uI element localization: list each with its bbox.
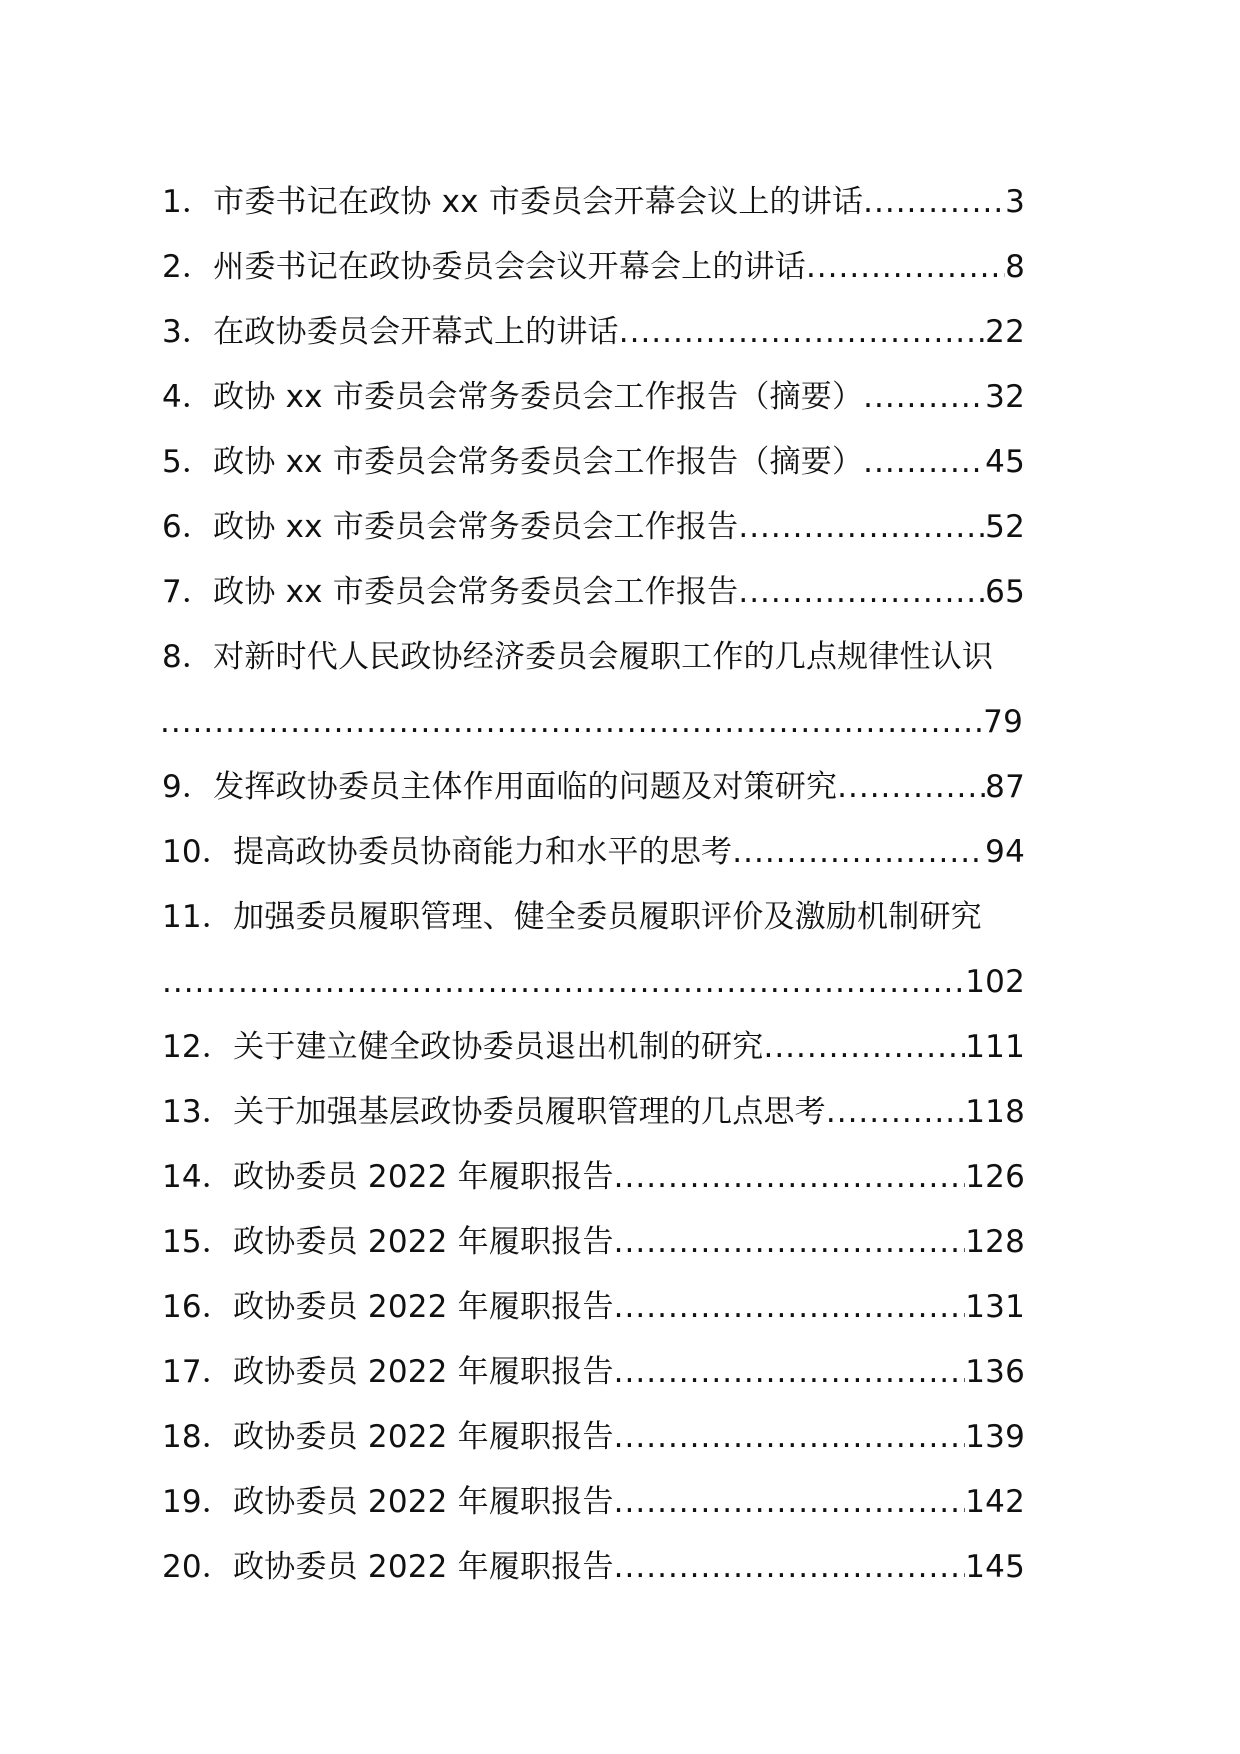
table-of-contents xyxy=(162,170,1027,1600)
toc-page-number: 87 xyxy=(985,769,1025,805)
toc-entry-title: 政协 xx 市委员会常务委员会工作报告（摘要） xyxy=(213,444,864,480)
toc-leader-dots xyxy=(614,1535,966,1600)
toc-entry-number: 11 xyxy=(162,899,202,935)
toc-separator: ． xyxy=(181,509,214,545)
toc-entry-11[interactable] xyxy=(162,885,1027,950)
toc-leader-dots xyxy=(614,1275,966,1340)
toc-leader-dots xyxy=(763,1015,965,1080)
toc-separator: ． xyxy=(181,249,214,285)
toc-entry-13[interactable] xyxy=(162,1080,1025,1145)
toc-entry-number: 3 xyxy=(162,314,182,350)
toc-entry-number: 5 xyxy=(162,444,182,480)
toc-entry-8[interactable] xyxy=(162,625,1027,690)
toc-entry-title: 政协委员 2022 年履职报告 xyxy=(233,1289,614,1325)
toc-leader-dots xyxy=(614,1340,966,1405)
toc-entry-title: 政协委员 2022 年履职报告 xyxy=(233,1159,614,1195)
toc-entry-title: 对新时代人民政协经济委员会履职工作的几点规律性认识 xyxy=(213,639,994,675)
toc-separator: ． xyxy=(181,184,214,220)
toc-entry-19[interactable] xyxy=(162,1470,1025,1535)
toc-page-number: 145 xyxy=(965,1549,1025,1585)
toc-entry-number: 10 xyxy=(162,834,202,870)
toc-entry-number: 12 xyxy=(162,1029,202,1065)
toc-leader-dots xyxy=(614,1405,966,1470)
toc-separator: ． xyxy=(201,834,234,870)
toc-leader-dots xyxy=(732,820,985,885)
toc-leader-dots xyxy=(863,170,1005,235)
toc-separator: ． xyxy=(181,314,214,350)
toc-separator: ． xyxy=(201,1419,234,1455)
toc-entry-title: 关于加强基层政协委员履职管理的几点思考 xyxy=(233,1094,826,1130)
toc-entry-9[interactable] xyxy=(162,755,1025,820)
toc-entry-8-continuation[interactable] xyxy=(160,690,1023,755)
toc-leader-dots xyxy=(863,430,985,495)
toc-entry-number: 14 xyxy=(162,1159,202,1195)
toc-leader-dots xyxy=(863,365,985,430)
toc-entry-number: 4 xyxy=(162,379,182,415)
toc-separator: ． xyxy=(181,379,214,415)
toc-entry-number: 8 xyxy=(162,639,182,675)
toc-page-number: 52 xyxy=(985,509,1025,545)
toc-page-number: 139 xyxy=(965,1419,1025,1455)
toc-entry-number: 7 xyxy=(162,574,182,610)
toc-separator: ． xyxy=(201,1029,234,1065)
toc-entry-12[interactable] xyxy=(162,1015,1025,1080)
toc-page-number: 131 xyxy=(965,1289,1025,1325)
toc-entry-title: 州委书记在政协委员会会议开幕会上的讲话 xyxy=(213,249,806,285)
toc-entry-title: 发挥政协委员主体作用面临的问题及对策研究 xyxy=(213,769,838,805)
toc-entry-6[interactable] xyxy=(162,495,1025,560)
toc-entry-title: 关于建立健全政协委员退出机制的研究 xyxy=(233,1029,764,1065)
toc-entry-title: 政协委员 2022 年履职报告 xyxy=(233,1484,614,1520)
toc-separator: ． xyxy=(181,769,214,805)
toc-page-number: 65 xyxy=(985,574,1025,610)
toc-entry-number: 15 xyxy=(162,1224,202,1260)
toc-entry-number: 1 xyxy=(162,184,182,220)
toc-entry-number: 19 xyxy=(162,1484,202,1520)
toc-leader-dots xyxy=(837,755,985,820)
toc-separator: ． xyxy=(181,444,214,480)
toc-leader-dots xyxy=(614,1470,966,1535)
toc-leader-dots xyxy=(614,1210,966,1275)
toc-entry-title: 市委书记在政协 xx 市委员会开幕会议上的讲话 xyxy=(213,184,864,220)
toc-entry-number: 17 xyxy=(162,1354,202,1390)
toc-entry-3[interactable] xyxy=(162,300,1025,365)
toc-leader-dots xyxy=(738,560,985,625)
toc-entry-2[interactable] xyxy=(162,235,1025,300)
toc-entry-1[interactable] xyxy=(162,170,1025,235)
toc-separator: ． xyxy=(201,1549,234,1585)
toc-leader-dots xyxy=(826,1080,965,1145)
toc-entry-number: 2 xyxy=(162,249,182,285)
toc-page-number: 22 xyxy=(985,314,1025,350)
toc-entry-number: 9 xyxy=(162,769,182,805)
toc-entry-number: 13 xyxy=(162,1094,202,1130)
toc-page-number: 3 xyxy=(1005,184,1025,220)
toc-entry-title: 加强委员履职管理、健全委员履职评价及激励机制研究 xyxy=(233,899,982,935)
toc-entry-15[interactable] xyxy=(162,1210,1025,1275)
toc-page-number: 79 xyxy=(983,704,1023,740)
toc-entry-number: 20 xyxy=(162,1549,202,1585)
toc-leader-dots xyxy=(162,950,965,1015)
toc-entry-number: 16 xyxy=(162,1289,202,1325)
toc-page-number: 126 xyxy=(965,1159,1025,1195)
toc-page-number: 45 xyxy=(985,444,1025,480)
toc-leader-dots xyxy=(619,300,985,365)
toc-entry-18[interactable] xyxy=(162,1405,1025,1470)
toc-entry-17[interactable] xyxy=(162,1340,1025,1405)
toc-page-number: 136 xyxy=(965,1354,1025,1390)
toc-entry-20[interactable] xyxy=(162,1535,1025,1600)
toc-separator: ． xyxy=(201,899,234,935)
toc-entry-title: 政协委员 2022 年履职报告 xyxy=(233,1354,614,1390)
toc-entry-title: 在政协委员会开幕式上的讲话 xyxy=(213,314,619,350)
toc-entry-title: 政协 xx 市委员会常务委员会工作报告 xyxy=(213,574,739,610)
toc-separator: ． xyxy=(181,639,214,675)
toc-leader-dots xyxy=(614,1145,966,1210)
toc-page-number: 94 xyxy=(985,834,1025,870)
toc-page-number: 128 xyxy=(965,1224,1025,1260)
toc-entry-title: 政协委员 2022 年履职报告 xyxy=(233,1419,614,1455)
toc-entry-title: 政协 xx 市委员会常务委员会工作报告（摘要） xyxy=(213,379,864,415)
toc-separator: ． xyxy=(201,1484,234,1520)
toc-entry-title: 政协 xx 市委员会常务委员会工作报告 xyxy=(213,509,739,545)
toc-page-number: 102 xyxy=(965,964,1025,1000)
toc-entry-5[interactable] xyxy=(162,430,1025,495)
toc-separator: ． xyxy=(201,1289,234,1325)
toc-page-number: 118 xyxy=(965,1094,1025,1130)
toc-separator: ． xyxy=(201,1094,234,1130)
toc-separator: ． xyxy=(201,1159,234,1195)
toc-leader-dots xyxy=(160,690,983,755)
toc-leader-dots xyxy=(738,495,985,560)
toc-entry-16[interactable] xyxy=(162,1275,1025,1340)
toc-page-number: 32 xyxy=(985,379,1025,415)
toc-entry-title: 政协委员 2022 年履职报告 xyxy=(233,1224,614,1260)
toc-page-number: 8 xyxy=(1005,249,1025,285)
toc-entry-11-continuation[interactable] xyxy=(162,950,1025,1015)
toc-page-number: 142 xyxy=(965,1484,1025,1520)
toc-entry-title: 政协委员 2022 年履职报告 xyxy=(233,1549,614,1585)
toc-leader-dots xyxy=(806,235,1005,300)
toc-entry-10[interactable] xyxy=(162,820,1025,885)
toc-entry-title: 提高政协委员协商能力和水平的思考 xyxy=(233,834,733,870)
toc-entry-number: 6 xyxy=(162,509,182,545)
toc-entry-number: 18 xyxy=(162,1419,202,1455)
toc-entry-4[interactable] xyxy=(162,365,1025,430)
toc-entry-14[interactable] xyxy=(162,1145,1025,1210)
toc-separator: ． xyxy=(181,574,214,610)
toc-separator: ． xyxy=(201,1224,234,1260)
toc-entry-7[interactable] xyxy=(162,560,1025,625)
toc-separator: ． xyxy=(201,1354,234,1390)
toc-page-number: 111 xyxy=(965,1029,1025,1065)
